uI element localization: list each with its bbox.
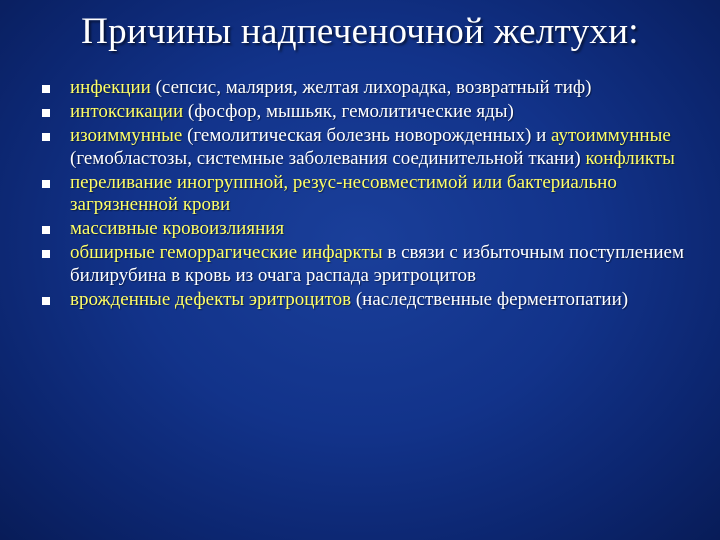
item-highlight: массивные кровоизлияния: [70, 218, 285, 239]
item-text: (наследственные ферментопатии): [351, 288, 629, 310]
list-item: [0, 242, 720, 287]
square-bullet-icon: [42, 226, 50, 234]
square-bullet-icon: [42, 297, 50, 305]
square-bullet-icon: [42, 109, 50, 117]
square-bullet-icon: [42, 85, 50, 93]
item-highlight-3: конфликты: [585, 147, 675, 169]
square-bullet-icon: [42, 180, 50, 188]
slide-title: Причины надпеченочной желтухи:: [81, 11, 639, 52]
item-text: (сепсис, малярия, желтая лихорадка, возвратный тиф): [150, 77, 592, 98]
list-item: [0, 218, 720, 241]
list-item: [0, 289, 720, 312]
list-item: [0, 125, 720, 170]
item-highlight: врожденные дефекты эритроцитов: [70, 288, 352, 310]
item-text: в связи с избыточным поступлением билирубина в кровь из очага распада эритроцитов: [70, 242, 684, 286]
item-text-2: (гемобластозы, системные заболевания соединительной ткани): [70, 147, 586, 169]
square-bullet-icon: [42, 133, 50, 141]
item-highlight: обширные геморрагические инфаркты: [70, 242, 383, 263]
list-item: [0, 101, 720, 124]
causes-list: [0, 77, 720, 313]
item-highlight: переливание иногруппной, резус-несовместимой или бактериально загрязненной крови: [70, 171, 617, 215]
list-item: [0, 77, 720, 100]
list-item: [0, 172, 720, 217]
item-highlight: изоиммунные: [70, 125, 183, 146]
square-bullet-icon: [42, 250, 50, 258]
item-highlight-2: аутоиммунные: [551, 125, 671, 146]
item-highlight: интоксикации: [70, 101, 184, 122]
item-text: (гемолитическая болезнь новорожденных) и: [182, 125, 552, 146]
item-text: (фосфор, мышьяк, гемолитические яды): [183, 101, 514, 122]
item-highlight: инфекции: [70, 77, 151, 98]
